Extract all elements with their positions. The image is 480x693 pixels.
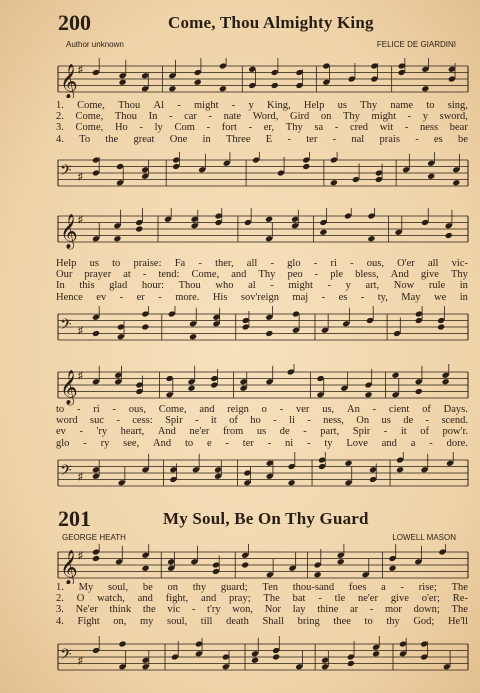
bass-staff-hymn-201 xyxy=(0,636,480,678)
treble-clef-icon: 𝄞 xyxy=(60,214,78,249)
bass-staff-system-3 xyxy=(0,452,480,498)
lyric-line: Our prayer at - tend: Come, and Thy peo - ple bless, And give Thy xyxy=(56,269,468,281)
lyric-line: 1. My soul, be on thy guard; Ten thou-sand foes a - rise; The xyxy=(56,582,468,593)
treble-clef-icon: 𝄞 xyxy=(60,550,78,584)
lyric-line: 2. Come, Thou In - car - nate Word, Gird on Thy might - y sword, xyxy=(56,111,468,123)
treble-staff-system-1 xyxy=(0,58,480,98)
key-signature-sharp-icon: ♯ xyxy=(78,370,83,382)
bass-staff-system-2 xyxy=(0,306,480,348)
key-signature-sharp-icon: ♯ xyxy=(78,214,83,226)
music-credit: FELICE DE GIARDINI xyxy=(376,40,456,49)
key-signature-sharp-icon: ♯ xyxy=(78,471,83,483)
lyric-line: Hence ev - er - more. His sov'reign maj - es - ty, May we in xyxy=(56,291,468,303)
key-signature-sharp-icon: ♯ xyxy=(78,550,83,562)
music-credit: LOWELL MASON xyxy=(392,533,456,542)
bass-clef-icon: 𝄢 xyxy=(60,162,72,183)
lyrics-block-system-3 xyxy=(56,404,468,449)
lyric-line: word suc - cess: Spir - it of ho - li - ness, On us de - scend. xyxy=(56,415,468,427)
lyric-line: ev - 'ry heart, And ne'er from us de - part, Spir - it of pow'r. xyxy=(56,426,468,438)
treble-staff-system-3 xyxy=(0,364,480,406)
hymn-title: My Soul, Be On Thy Guard xyxy=(163,509,369,528)
lyric-line: In this glad hour: Thou who al - might - y art, Now rule in xyxy=(56,280,468,292)
key-signature-sharp-icon: ♯ xyxy=(78,325,83,337)
treble-clef-icon: 𝄞 xyxy=(60,370,78,405)
treble-clef-icon: 𝄞 xyxy=(60,64,78,98)
hymn-number: 200 xyxy=(58,10,91,35)
hymn-title: Come, Thou Almighty King xyxy=(168,13,374,32)
words-credit: Author unknown xyxy=(66,40,124,49)
lyric-line: 2. O watch, and fight, and pray; The bat - tle ne'er give o'er; Re- xyxy=(56,593,468,605)
treble-staff-system-2 xyxy=(0,208,480,250)
hymn-number: 201 xyxy=(58,506,91,531)
lyric-line: 4. To the great One in Three E - ter - nal prais - es be xyxy=(56,133,468,145)
lyric-line: 3. Ne'er think the vic - t'ry won, Nor lay thine ar - mor down; The xyxy=(56,604,468,616)
lyrics-block-hymn-201 xyxy=(56,582,468,627)
lyric-line: Help us to praise: Fa - ther, all - glo - ri - ous, O'er all vic- xyxy=(56,258,468,269)
bass-clef-icon: 𝄢 xyxy=(60,646,72,667)
bass-staff-system-1 xyxy=(0,152,480,194)
lyric-line: 1. Come, Thou Al - might - y King, Help us Thy name to sing, xyxy=(56,100,468,111)
lyrics-block-system-2 xyxy=(56,258,468,303)
lyric-line: 4. Fight on, my soul, till death Shall bring thee to thy God; He'll xyxy=(56,615,468,627)
lyric-line: glo - ry see, And to e - ter - ni - ty Love and a - dore. xyxy=(56,437,468,449)
key-signature-sharp-icon: ♯ xyxy=(78,655,83,667)
lyric-line: 3. Come, Ho - ly Com - fort - er, Thy sa - cred wit - ness bear xyxy=(56,122,468,134)
words-credit: GEORGE HEATH xyxy=(62,533,126,542)
key-signature-sharp-icon: ♯ xyxy=(78,171,83,183)
lyric-line: to - ri - ous, Come, and reign o - ver us, An - cient of Days. xyxy=(56,404,468,415)
bass-clef-icon: 𝄢 xyxy=(60,316,72,337)
key-signature-sharp-icon: ♯ xyxy=(78,64,83,76)
bass-clef-icon: 𝄢 xyxy=(60,462,72,483)
treble-staff-hymn-201 xyxy=(0,544,480,584)
lyrics-block-system-1 xyxy=(56,100,468,145)
